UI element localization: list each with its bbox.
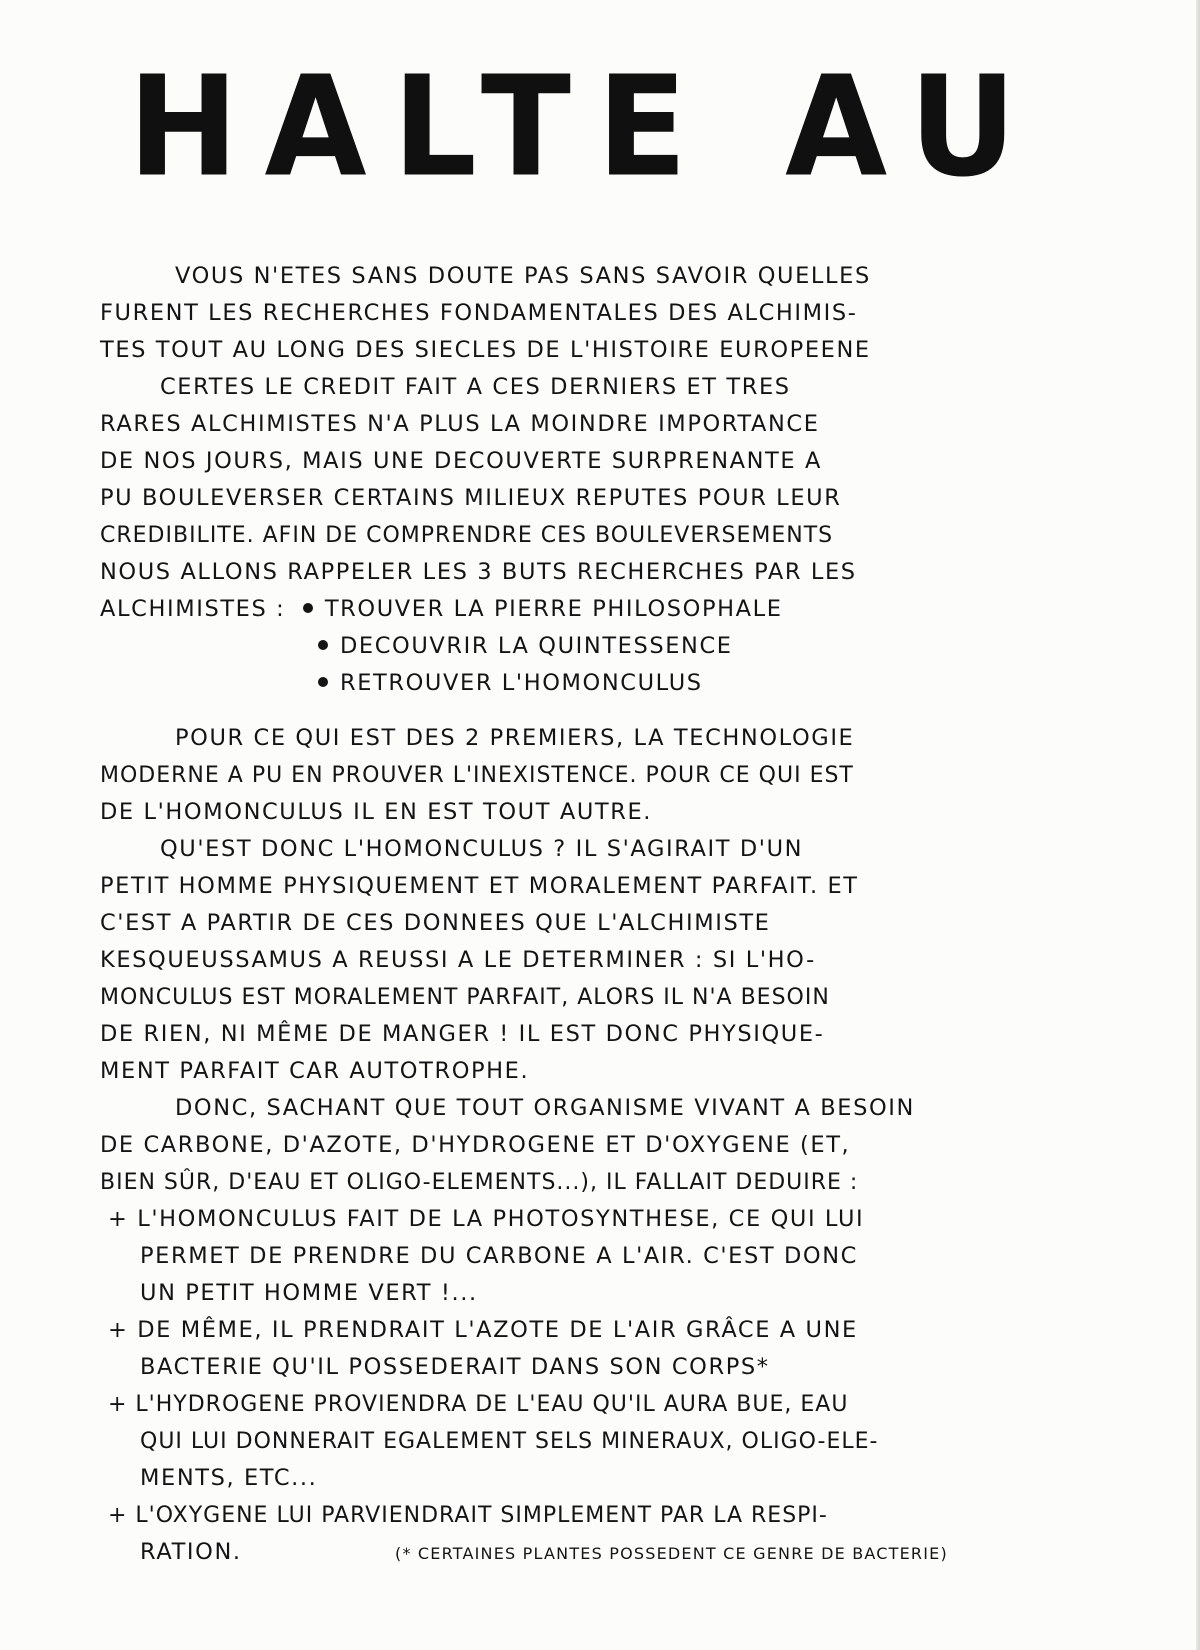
text-line: DE NOS JOURS, MAIS UNE DECOUVERTE SURPRENANTE A — [100, 448, 822, 474]
page-title: HALTE AU — [128, 46, 1043, 209]
footnote: (* CERTAINES PLANTES POSSEDENT CE GENRE DE BACTERIE) — [395, 1544, 948, 1563]
deduction-item: + L'HYDROGENE PROVIENDRA DE L'EAU QU'IL AURA BUE, EAU — [108, 1392, 849, 1417]
text-line: DONC, SACHANT QUE TOUT ORGANISME VIVANT A BESOIN — [175, 1095, 915, 1121]
text-line: TES TOUT AU LONG DES SIECLES DE L'HISTOIRE EUROPEENE — [100, 337, 871, 363]
text-line: DE RIEN, NI MÊME DE MANGER ! IL EST DONC PHYSIQUE- — [100, 1021, 825, 1047]
deduction-continuation: MENTS, ETC... — [140, 1465, 318, 1491]
page-edge — [1196, 0, 1200, 1650]
goals-line — [100, 628, 1100, 665]
text-line: CERTES LE CREDIT FAIT A CES DERNIERS ET TRES — [160, 374, 791, 400]
deduction-continuation: PERMET DE PRENDRE DU CARBONE A L'AIR. C'EST DONC — [140, 1243, 858, 1269]
text-line: FURENT LES RECHERCHES FONDAMENTALES DES ALCHIMIS- — [100, 300, 858, 326]
paragraph-gap — [100, 702, 1100, 720]
goals-line — [100, 591, 1100, 628]
text-line: DE CARBONE, D'AZOTE, D'HYDROGENE ET D'OXYGENE (ET, — [100, 1132, 851, 1158]
text-line: PU BOULEVERSER CERTAINS MILIEUX REPUTES POUR LEUR — [100, 485, 842, 511]
text-line: MODERNE A PU EN PROUVER L'INEXISTENCE. POUR CE QUI EST — [100, 763, 854, 788]
deduction-continuation: QUI LUI DONNERAIT EGALEMENT SELS MINERAUX, OLIGO-ELE- — [140, 1429, 879, 1454]
text-line: MENT PARFAIT CAR AUTOTROPHE. — [100, 1058, 530, 1084]
text-line: PETIT HOMME PHYSIQUEMENT ET MORALEMENT PARFAIT. ET — [100, 873, 859, 899]
text-line: MONCULUS EST MORALEMENT PARFAIT, ALORS IL N'A BESOIN — [100, 985, 830, 1010]
goal-item: TROUVER LA PIERRE PHILOSOPHALE — [324, 596, 783, 622]
goal-item: RETROUVER L'HOMONCULUS — [340, 670, 703, 696]
deduction-item: + L'OXYGENE LUI PARVIENDRAIT SIMPLEMENT PAR LA RESPI- — [108, 1503, 828, 1528]
text-line: POUR CE QUI EST DES 2 PREMIERS, LA TECHNOLOGIE — [175, 725, 855, 751]
goal-item: DECOUVRIR LA QUINTESSENCE — [340, 633, 733, 659]
bullet-icon — [303, 603, 313, 613]
deduction-continuation: RATION. — [140, 1539, 242, 1565]
text-line: KESQUEUSSAMUS A REUSSI A LE DETERMINER : SI L'HO- — [100, 947, 816, 973]
text-line: C'EST A PARTIR DE CES DONNEES QUE L'ALCHIMISTE — [100, 910, 771, 936]
goals-intro: ALCHIMISTES : — [100, 596, 286, 622]
deduction-continuation: BACTERIE QU'IL POSSEDERAIT DANS SON CORPS* — [140, 1354, 770, 1380]
text-line: VOUS N'ETES SANS DOUTE PAS SANS SAVOIR QUELLES — [175, 263, 871, 289]
text-line: RARES ALCHIMISTES N'A PLUS LA MOINDRE IMPORTANCE — [100, 411, 820, 437]
text-line: QU'EST DONC L'HOMONCULUS ? IL S'AGIRAIT D'UN — [160, 836, 804, 862]
text-line: BIEN SÛR, D'EAU ET OLIGO-ELEMENTS...), IL FALLAIT DEDUIRE : — [100, 1170, 859, 1195]
bullet-icon — [318, 677, 328, 687]
bullet-icon — [318, 640, 328, 650]
text-line: CREDIBILITE. AFIN DE COMPRENDRE CES BOULEVERSEMENTS — [100, 523, 834, 548]
goals-line — [100, 665, 1100, 702]
deduction-continuation: UN PETIT HOMME VERT !... — [140, 1280, 478, 1306]
deduction-item: + L'HOMONCULUS FAIT DE LA PHOTOSYNTHESE, CE QUI LUI — [108, 1206, 865, 1232]
deduction-item: + DE MÊME, IL PRENDRAIT L'AZOTE DE L'AIR GRÂCE A UNE — [108, 1317, 858, 1343]
text-line: DE L'HOMONCULUS IL EN EST TOUT AUTRE. — [100, 799, 653, 825]
text-line: NOUS ALLONS RAPPELER LES 3 BUTS RECHERCHES PAR LES — [100, 559, 857, 585]
document-body — [100, 258, 1100, 1571]
